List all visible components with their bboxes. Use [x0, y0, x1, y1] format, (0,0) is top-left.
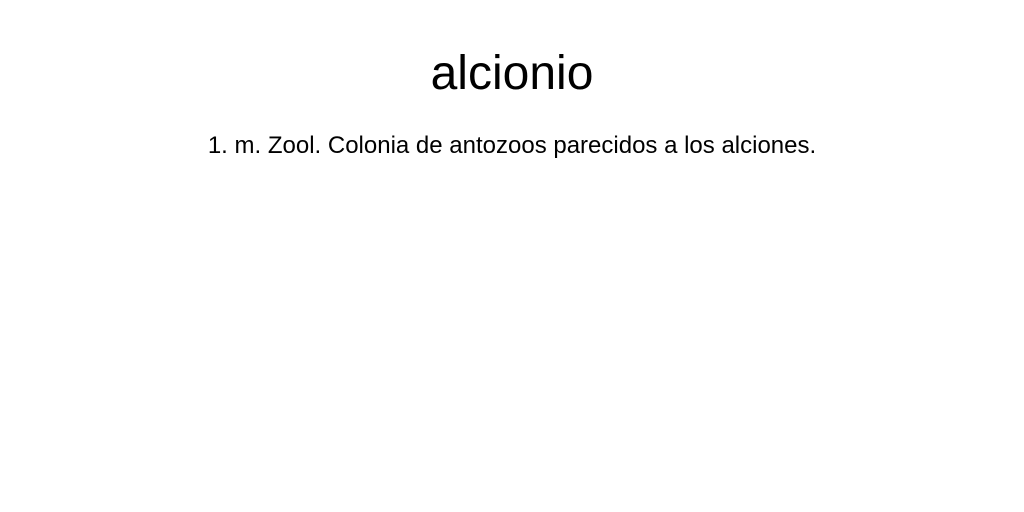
entry-definition: 1. m. Zool. Colonia de antozoos parecidos a los alciones.: [207, 132, 817, 159]
entry-headword: alcionio: [430, 47, 594, 100]
